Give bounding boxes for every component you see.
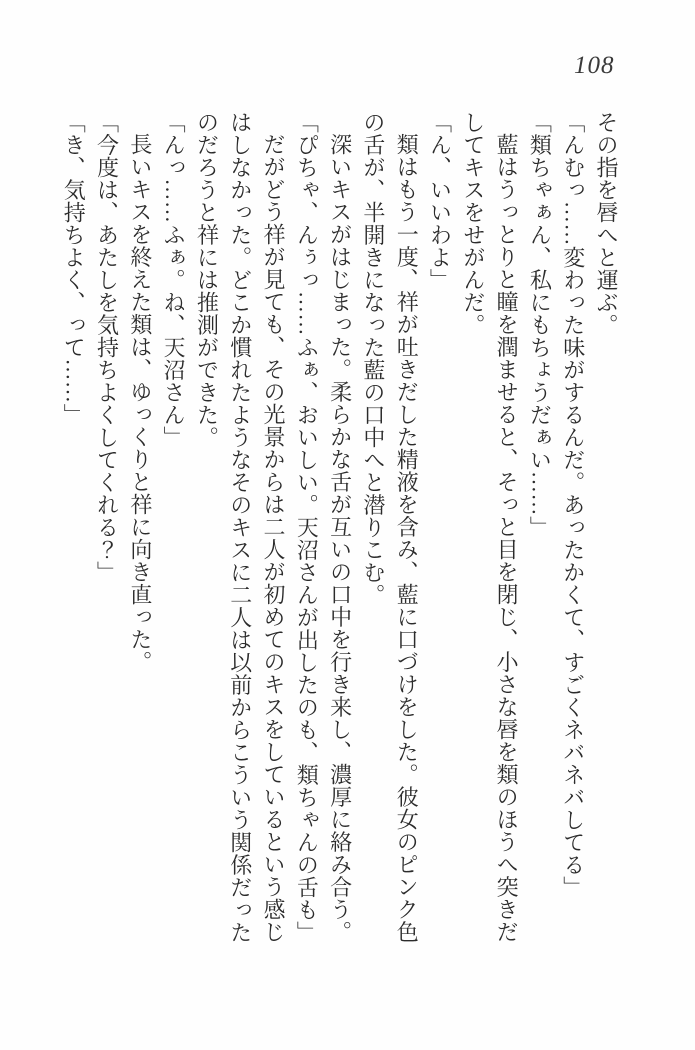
- paragraph: 「んっ……ふぁ。ね、天沼さん」: [161, 111, 187, 449]
- paragraph: 深いキスがはじまった。柔らかな舌が互いの口中を行き来し、濃厚に絡み合う。: [327, 133, 353, 943]
- paragraph: 長いキスを終えた類は、ゆっくりと祥に向き直った。: [127, 133, 153, 673]
- paragraph: 「ん、いいわよ」: [427, 111, 453, 291]
- paragraph: 「き、気持ちよく、って……」: [61, 111, 87, 426]
- paragraph: 藍はうっとりと瞳を潤ませると、そっと目を閉じ、小さな唇を類のほうへ突きだしてキスをせがんだ。: [460, 111, 520, 943]
- paragraph: その指を唇へと運ぶ。: [594, 111, 619, 336]
- paragraph: 「類ちゃぁん、私にもちょうだぁい……」: [527, 111, 553, 539]
- paragraph: 「今度は、あたしを気持ちよくしてくれる？」: [94, 111, 120, 584]
- novel-text-block: [57, 111, 623, 949]
- paragraph: 「んむっ……変わった味がするんだ。あったかくて、すごくネバネバしてる」: [560, 111, 586, 899]
- page-number: 108: [574, 52, 615, 79]
- paragraph: だがどう祥が見ても、その光景からは二人が初めてのキスをしているという感じはしなかった。どこか慣れたようなそのキスに二人は以前からこういう関係だったのだろうと祥には推測ができた。: [194, 111, 287, 944]
- paragraph: 類はもう一度、祥が吐きだした精液を含み、藍に口づけをした。彼女のピンク色の舌が、半開きになった藍の口中へと潜りこむ。: [360, 111, 420, 943]
- paragraph: 「ぴちゃ、んぅっ……ふぁ、おいしい。天沼さんが出したのも、類ちゃんの舌も」: [294, 111, 320, 944]
